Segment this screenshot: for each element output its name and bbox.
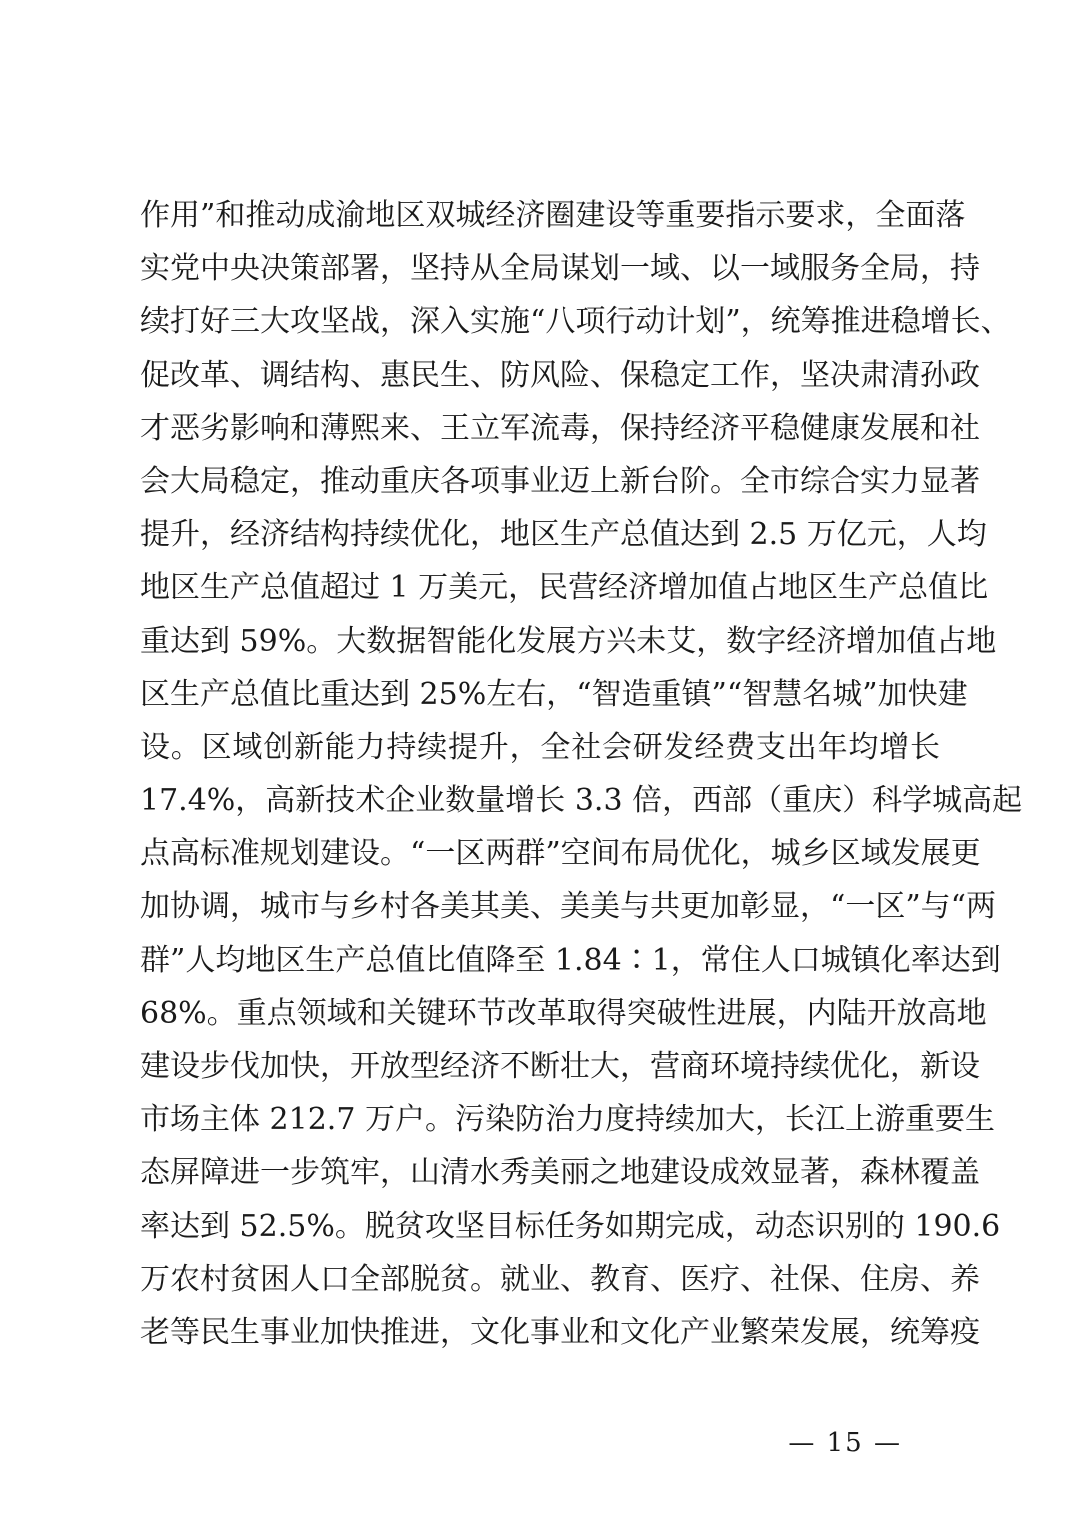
text-line: 群”人均地区生产总值比值降至 1.84∶1，常住人口城镇化率达到 (140, 942, 1001, 978)
text-line: 老等民生事业加快推进，文化事业和文化产业繁荣发展，统筹疫 (140, 1314, 980, 1350)
text-line: 点高标准规划建设。“一区两群”空间布局优化，城乡区域发展更 (140, 836, 981, 872)
text-line: 提升，经济结构持续优化，地区生产总值达到 2.5 万亿元，人均 (140, 517, 987, 553)
text-line: 重达到 59%。大数据智能化发展方兴未艾，数字经济增加值占地 (140, 623, 997, 659)
text-line: 设。区域创新能力持续提升，全社会研发经费支出年均增长 (140, 729, 940, 765)
text-line: 实党中央决策部署，坚持从全局谋划一域、以一域服务全局，持 (140, 251, 980, 287)
body-text (140, 189, 1023, 1359)
text-line: 作用”和推动成渝地区双城经济圈建设等重要指示要求，全面落 (140, 198, 966, 233)
text-line: 加协调，城市与乡村各美其美、美美与共更加彰显，“一区”与“两 (140, 889, 997, 925)
text-line: 会大局稳定，推动重庆各项事业迈上新台阶。全市综合实力显著 (140, 463, 980, 499)
text-line: 建设步伐加快，开放型经济不断壮大，营商环境持续优化，新设 (140, 1049, 980, 1084)
text-line: 促改革、调结构、惠民生、防风险、保稳定工作，坚决肃清孙政 (140, 357, 980, 393)
text-line: 68%。重点领域和关键环节改革取得突破性进展，内陆开放高地 (140, 995, 987, 1031)
text-line: 市场主体 212.7 万户。污染防治力度持续加大，长江上游重要生 (140, 1102, 995, 1138)
text-line: 地区生产总值超过 1 万美元，民营经济增加值占地区生产总值比 (140, 570, 989, 606)
text-line: 才恶劣影响和薄熙来、王立军流毒，保持经济平稳健康发展和社 (140, 410, 980, 446)
text-line: 态屏障进一步筑牢，山清水秀美丽之地建设成效显著，森林覆盖 (140, 1155, 980, 1191)
text-line: 率达到 52.5%。脱贫攻坚目标任务如期完成，动态识别的 190.6 (140, 1208, 1001, 1244)
text-line: 17.4%，高新技术企业数量增长 3.3 倍，西部（重庆）科学城高起 (140, 783, 1023, 819)
page-number: — 15 — (788, 1428, 902, 1458)
text-line: 续打好三大攻坚战，深入实施“八项行动计划”，统筹推进稳增长、 (140, 304, 1011, 340)
text-line: 区生产总值比重达到 25%左右，“智造重镇”“智慧名城”加快建 (140, 676, 968, 712)
text-line: 万农村贫困人口全部脱贫。就业、教育、医疗、社保、住房、养 (140, 1261, 980, 1297)
